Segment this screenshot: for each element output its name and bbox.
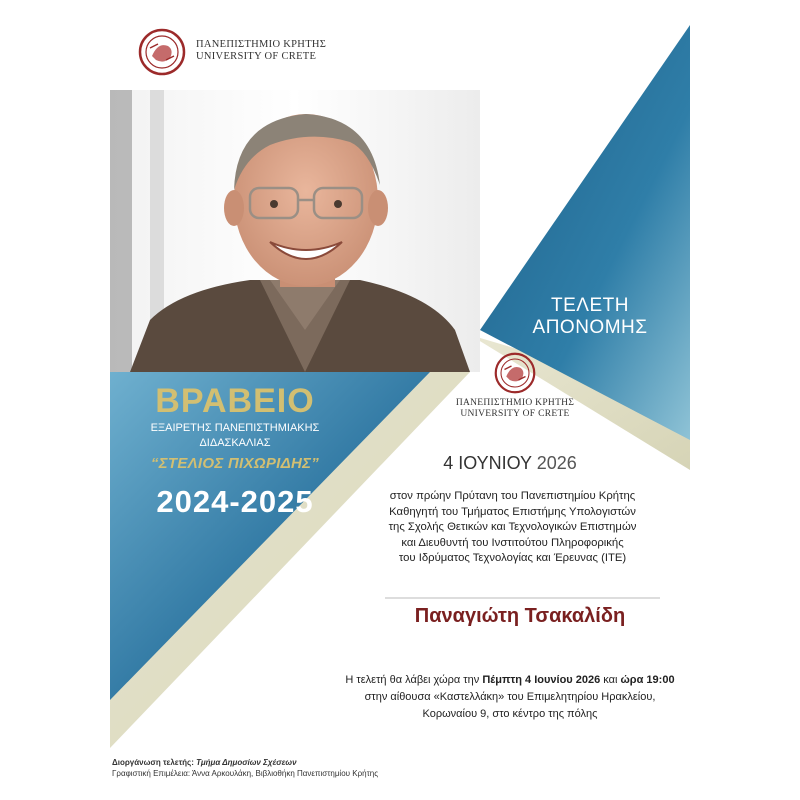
description-line: του Ιδρύματος Τεχνολογίας και Έρευνας (ΙΤΕ) <box>398 552 627 565</box>
date-day-month: 4 ΙΟΥΝΙΟΥ <box>443 453 532 473</box>
details-date: Πέμπτη 4 Ιουνίου 2026 <box>482 674 601 686</box>
award-subtitle-line-2: ΔΙΔΑΣΚΑΛΙΑΣ <box>199 437 271 449</box>
portrait-photo <box>110 90 480 372</box>
university-seal-icon <box>494 352 536 394</box>
honoree-description <box>350 489 675 567</box>
portrait-illustration <box>110 90 480 372</box>
university-name-greek: ΠΑΝΕΠΙΣΤΗΜΙΟ ΚΡΗΤΗΣ <box>455 398 575 408</box>
center-logo-block <box>440 352 590 420</box>
ceremony-label: ΤΕΛΕΤΗ ΑΠΟΝΟΜΗΣ <box>532 295 648 338</box>
details-intro: Η τελετή θα λάβει χώρα την <box>345 674 483 686</box>
university-name-greek: ΠΑΝΕΠΙΣΤΗΜΙΟ ΚΡΗΤΗΣ <box>196 39 327 50</box>
description-line: στον πρώην Πρύτανη του Πανεπιστημίου Κρήτης <box>389 490 636 502</box>
honoree-name: Παναγιώτη Τσακαλίδη <box>414 605 626 627</box>
university-seal-icon <box>138 28 186 76</box>
university-name-english: UNIVERSITY OF CRETE <box>196 51 317 63</box>
award-block <box>110 382 360 520</box>
ceremony-date <box>380 453 640 474</box>
footer <box>112 757 612 779</box>
details-line-2: στην αίθουσα «Καστελλάκη» του Επιμελητηρίου Ηρακλείου, <box>364 691 656 703</box>
description-line: Καθηγητή του Τμήματος Επιστήμης Υπολογιστών <box>389 505 636 518</box>
ceremony-details <box>330 672 690 723</box>
organizer-value: Τμήμα Δημοσίων Σχέσεων <box>196 758 297 767</box>
details-line-3: Κορωναίου 9, στο κέντρο της πόλης <box>422 708 598 720</box>
award-subtitle-line-1: ΕΞΑΙΡΕΤΗΣ ΠΑΝΕΠΙΣΤΗΜΙΑΚΗΣ <box>150 422 320 434</box>
details-time: ώρα 19:00 <box>620 674 675 686</box>
organizer-label: Διοργάνωση τελετής: <box>112 758 197 767</box>
description-line: και Διευθυντή του Ινστιτούτου Πληροφορικής <box>401 536 624 549</box>
university-name-english: UNIVERSITY OF CRETE <box>460 408 570 419</box>
footer-organizer <box>112 757 612 768</box>
award-namesake: “ΣΤΕΛΙΟΣ ΠΙΧΩΡΙΔΗΣ” <box>150 455 320 472</box>
description-line: της Σχολής Θετικών και Τεχνολογικών Επιστημών <box>388 521 637 534</box>
award-years: 2024-2025 <box>156 484 314 519</box>
footer-design-credit: Γραφιστική Επιμέλεια: Άννα Αρκουλάκη, Βιβλιοθήκη Πανεπιστημίου Κρήτης <box>112 769 379 778</box>
details-and: και <box>600 674 621 686</box>
award-title: ΒΡΑΒΕΙΟ <box>155 382 315 420</box>
date-year: 2026 <box>536 453 577 473</box>
top-logo-block <box>138 26 388 82</box>
details-line-1 <box>330 672 690 689</box>
